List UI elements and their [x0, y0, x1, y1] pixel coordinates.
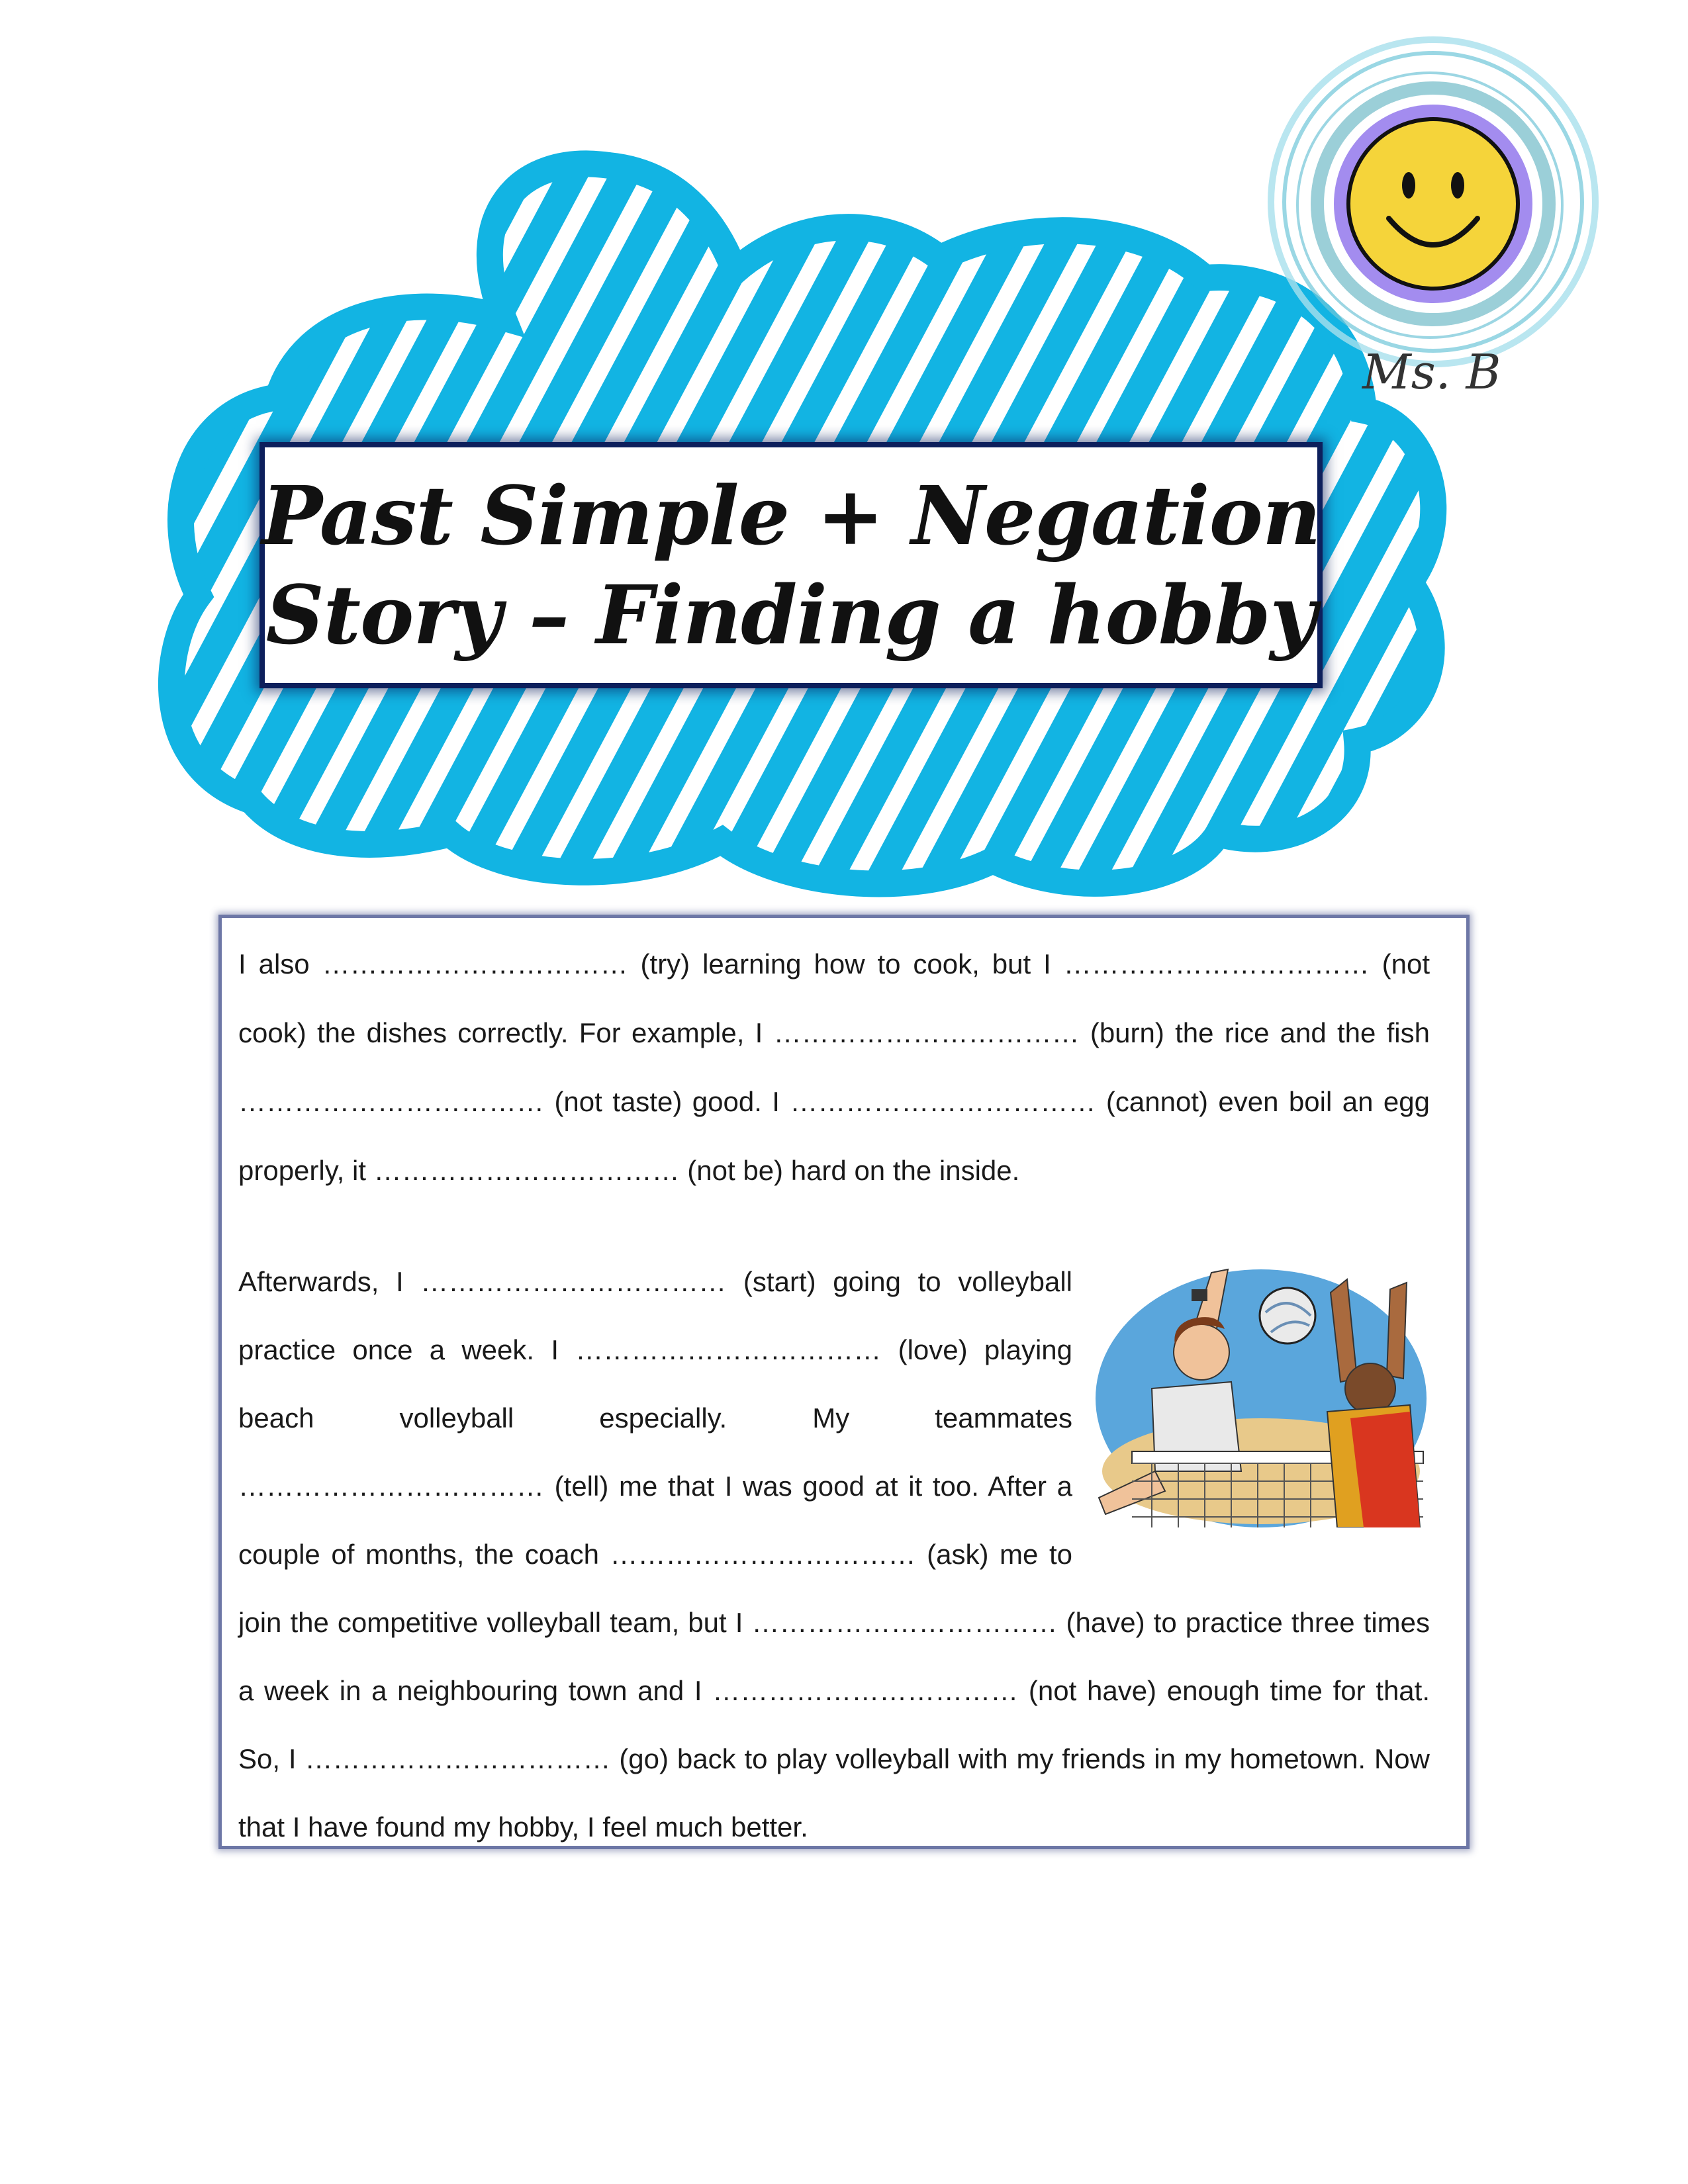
title-line-2: Story – Finding a hobby [265, 567, 1317, 662]
story-paragraph-1: I also …………………………… (try) learning how to cook, but I …………………………… (not cook) the dishes correctly. For example, I …………………………… (burn) the rice and the fish …………………………… (not taste) good. I …………………………… (cannot) even boil an egg properly, it …………………………… (not be) hard on the inside. [238, 948, 1430, 1186]
story-paragraph-2: Afterwards, I …………………………… (start) going to volleyball practice once a week. I …………………………… (love) playing beach volleyball especially. My teammates …………………………… (tell) me that I was good at it too. After a couple of months, the coach …………………………… (ask) me to join the competitive volleyball team, but I …………………………… (have) to practice three times a week in a neighbouring town and I …………………………… (not have) enough time for that. So, I …………………………… (go) back to play volleyball with my friends in my hometown. Now that I have found my hobby, I feel much better. [238, 1266, 1430, 1843]
title-line-1: Past Simple + Negation [261, 468, 1321, 563]
volleyball-players-icon [1092, 1253, 1430, 1527]
smiley-face-icon [1271, 40, 1595, 364]
title-box [259, 442, 1323, 688]
volleyball-illustration [1092, 1253, 1430, 1527]
story-paragraph-2-container [238, 1248, 1430, 1861]
signature: Ms. B [1362, 344, 1501, 400]
